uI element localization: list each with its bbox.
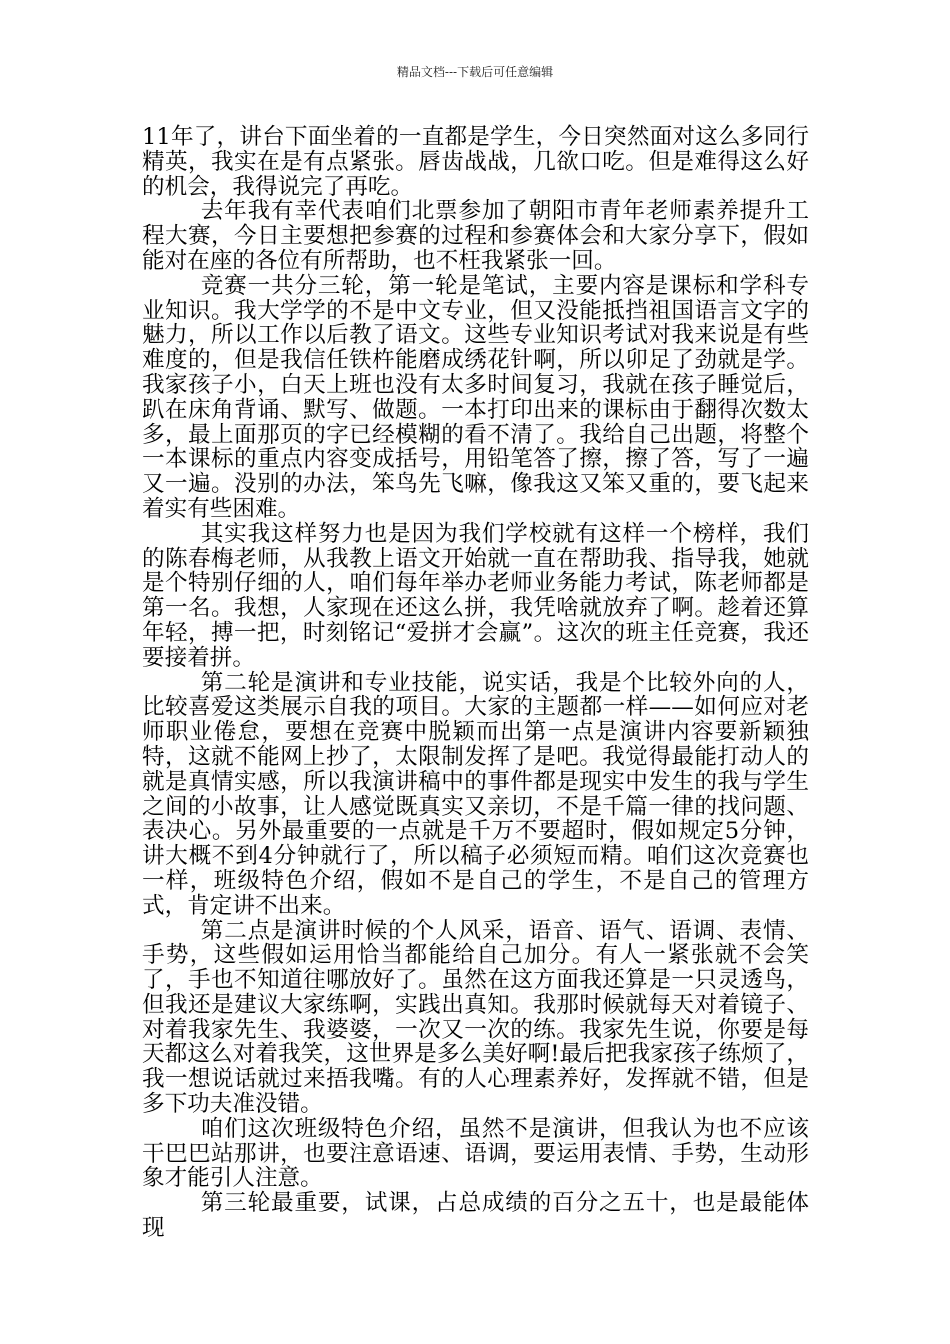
paragraph-3: 竞赛一共分三轮，第一轮是笔试，主要内容是课标和学科专业知识。我大学学的不是中文专业，但又没能抵挡祖国语言文字的魅力，所以工作以后教了语文。这些专业知识考试对我来说是有些难度的，但是我信任铁杵能磨成绣花针啊，所以卯足了劲就是学。我家孩子小，白天上班也没有太多时间复习，我就在孩子睡觉后，趴在床角背诵、默写、做题。一本打印出来的课标由于翻得次数太多，最上面那页的字已经模糊的看不清了。我给自己出题，将整个一本课标的重点内容变成括号，用铅笔答了擦，擦了答，写了一遍又一遍。没别的办法，笨鸟先飞嘛，像我这又笨又重的，要飞起来着实有些困难。: [142, 272, 809, 522]
paragraph-2: 去年我有幸代表咱们北票参加了朝阳市青年老师素养提升工程大赛，今日主要想把参赛的过程和参赛体会和大家分享下，假如能对在座的各位有所帮助，也不枉我紧张一回。: [142, 198, 809, 274]
paragraph-6: 第二点是演讲时候的个人风采，语音、语气、语调、表情、手势，这些假如运用恰当都能给自己加分。有人一紧张就不会笑了，手也不知道往哪放好了。虽然在这方面我还算是一只灵透鸟，但我还是建议大家练啊，实践出真知。我那时候就每天对着镜子、对着我家先生、我婆婆，一次又一次的练。我家先生说，你要是每天都这么对着我笑，这世界是多么美好啊!最后把我家孩子练烦了，我一想说话就过来捂我嘴。有的人心理素养好，发挥就不错，但是多下功夫准没错。: [142, 917, 809, 1118]
document-body: [142, 125, 809, 1241]
paragraph-7: 咱们这次班级特色介绍，虽然不是演讲，但我认为也不应该干巴巴站那讲，也要注意语速、语调，要运用表情、手势，生动形象才能引人注意。: [142, 1115, 809, 1192]
paragraph-5: 第二轮是演讲和专业技能，说实话，我是个比较外向的人，比较喜爱这类展示自我的项目。大家的主题都一样——如何应对老师职业倦怠，要想在竞赛中脱颖而出第一点是演讲内容要新颖独特，这就不能网上抄了，太限制发挥了是吧。我觉得最能打动人的就是真情实感，所以我演讲稿中的事件都是现实中发生的我与学生之间的小故事，让人感觉既真实又亲切，不是千篇一律的找问题、表决心。另外最重要的一点就是千万不要超时，假如规定5分钟，讲大概不到4分钟就行了，所以稿子必须短而精。咱们这次竞赛也一样，班级特色介绍，假如不是自己的学生，不是自己的管理方式，肯定讲不出来。: [142, 669, 809, 919]
paragraph-4: 其实我这样努力也是因为我们学校就有这样一个榜样，我们的陈春梅老师，从我教上语文开始就一直在帮助我、指导我，她就是个特别仔细的人，咱们每年举办老师业务能力考试，陈老师都是第一名。我想，人家现在还这么拼，我凭啥就放弃了啊。趁着还算年轻，搏一把，时刻铭记“爱拼才会赢”。这次的班主任竞赛，我还要接着拼。: [142, 520, 809, 671]
paragraph-8: 第三轮最重要，试课，占总成绩的百分之五十，也是最能体现: [142, 1190, 809, 1242]
page-header: 精品文档---下载后可任意编辑: [396, 65, 554, 79]
paragraph-1: 11年了，讲台下面坐着的一直都是学生，今日突然面对这么多同行精英，我实在是有点紧张。唇齿战战，几欲口吃。但是难得这么好的机会，我得说完了再吃。: [142, 124, 809, 200]
